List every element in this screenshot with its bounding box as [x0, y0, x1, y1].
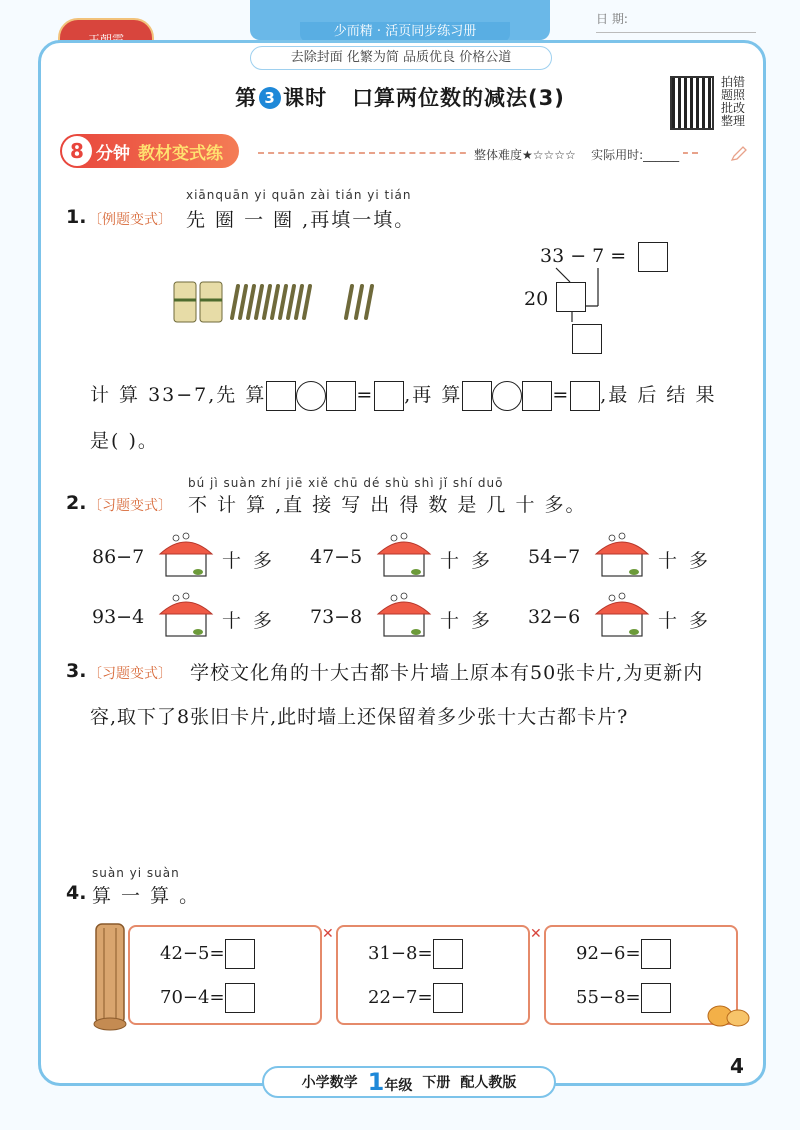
scroll-icon: [88, 920, 132, 1032]
minutes-value: 8: [62, 136, 92, 166]
q4-equation: 70−4=: [160, 983, 255, 1013]
q1-equation: 33 − 7 =: [540, 245, 627, 267]
q2-tens-label: 十 多: [440, 610, 494, 632]
page-number: 4: [730, 1054, 744, 1078]
q1-blank-5[interactable]: [522, 381, 552, 411]
q4-answer-box[interactable]: [225, 983, 255, 1013]
footer-banner: 小学数学 1年级 下册 配人教版: [262, 1066, 556, 1098]
footer-subject: 小学数学: [301, 1075, 358, 1091]
q4-card: [336, 925, 530, 1025]
q3-number: 3.: [66, 660, 87, 682]
q2-answer-house-icon[interactable]: [592, 592, 652, 638]
q2-instruction: 不 计 算 ,直 接 写 出 得 数 是 几 十 多。: [188, 494, 587, 516]
q4-equation: 42−5=: [160, 939, 255, 969]
section-name: 教材变式练: [138, 143, 223, 164]
q1-tens-part: 20: [524, 288, 549, 310]
lesson-number: 3: [259, 87, 281, 109]
difficulty-info: 整体难度★☆☆☆☆ 实际用时:______: [470, 146, 683, 163]
q2-answer-house-icon[interactable]: [374, 532, 434, 578]
q2-tens-label: 十 多: [440, 550, 494, 572]
q2-expression: 93−4: [92, 606, 145, 628]
q4-number: 4.: [66, 882, 87, 904]
q2-answer-house-icon[interactable]: [156, 592, 216, 638]
q1-number: 1.: [66, 206, 87, 228]
lesson-title: 第 3 课时 口算两位数的减法(3): [235, 86, 565, 110]
q2-expression: 47−5: [310, 546, 363, 568]
pencil-icon: [730, 146, 748, 162]
q2-answer-house-icon[interactable]: [156, 532, 216, 578]
q4-instruction: 算 一 算 。: [92, 885, 201, 907]
slogan: 去除封面 化繁为简 品质优良 价格公道: [250, 46, 552, 70]
q1-instruction: 先 圈 一 圈 ,再填一填。: [186, 209, 416, 231]
q1-variant-tag: 〔例题变式〕: [88, 212, 172, 228]
q1-answer-box[interactable]: [638, 242, 668, 272]
q4-equation: 22−7=: [368, 983, 463, 1013]
q4-pinyin: suàn yi suàn: [92, 866, 180, 880]
series-banner: 少而精 · 活页同步练习册: [300, 22, 510, 42]
q4-answer-box[interactable]: [433, 939, 463, 969]
q1-blank-4[interactable]: [462, 381, 492, 411]
q1-pinyin: xiānquān yi quān zài tián yi tián: [186, 188, 412, 202]
footer-volume: 下册: [422, 1075, 451, 1091]
q3-text-line2: 容,取下了8张旧卡片,此时墙上还保留着多少张十大古都卡片?: [90, 706, 629, 728]
date-field: 日 期:: [596, 10, 756, 33]
q4-answer-box[interactable]: [433, 983, 463, 1013]
q1-blank-3[interactable]: [374, 381, 404, 411]
q1-sub-box[interactable]: [572, 324, 602, 354]
q4-equation: 92−6=: [576, 939, 671, 969]
q4-card: [128, 925, 322, 1025]
q3-text-line1: 学校文化角的十大古都卡片墙上原本有50张卡片,为更新内: [190, 662, 704, 684]
sticks-illustration[interactable]: [160, 270, 390, 330]
q1-op-1[interactable]: [296, 381, 326, 411]
qr-caption: 拍错题照批改整理: [720, 75, 745, 128]
q1-calc-line: 计 算 33−7,先 算 = ,再 算 = ,最 后 结 果: [90, 380, 716, 411]
q2-pinyin: bú jì suàn zhí jiē xiě chū dé shù shì jǐ shí duō: [188, 476, 504, 490]
q2-tens-label: 十 多: [658, 610, 712, 632]
section-badge: [60, 134, 239, 168]
q2-answer-house-icon[interactable]: [592, 532, 652, 578]
q3-variant-tag: 〔习题变式〕: [88, 666, 172, 682]
q1-result-line[interactable]: 是( )。: [90, 430, 159, 452]
q2-tens-label: 十 多: [222, 550, 276, 572]
q2-expression: 73−8: [310, 606, 363, 628]
q4-equation: 55−8=: [576, 983, 671, 1013]
qr-code-icon[interactable]: [670, 76, 714, 130]
pouch-icon: [706, 996, 752, 1028]
q2-tens-label: 十 多: [222, 610, 276, 632]
q1-blank-1[interactable]: [266, 381, 296, 411]
q4-equation: 31−8=: [368, 939, 463, 969]
ribbon-bow-icon: ✕: [530, 926, 542, 942]
q2-answer-house-icon[interactable]: [374, 592, 434, 638]
q1-op-2[interactable]: [492, 381, 522, 411]
q1-blank-6[interactable]: [570, 381, 600, 411]
q1-ones-box[interactable]: [556, 282, 586, 312]
q4-answer-box[interactable]: [641, 983, 671, 1013]
q2-expression: 32−6: [528, 606, 581, 628]
q4-answer-box[interactable]: [225, 939, 255, 969]
footer-grade-num: 1: [367, 1068, 385, 1096]
footer-edition: 配人教版: [460, 1075, 517, 1091]
q1-blank-2[interactable]: [326, 381, 356, 411]
minutes-unit: 分钟: [96, 143, 130, 164]
q2-expression: 86−7: [92, 546, 145, 568]
q2-variant-tag: 〔习题变式〕: [88, 498, 172, 514]
ribbon-bow-icon: ✕: [322, 926, 334, 942]
q2-tens-label: 十 多: [658, 550, 712, 572]
q2-number: 2.: [66, 492, 87, 514]
q2-expression: 54−7: [528, 546, 581, 568]
q4-cards: [128, 925, 750, 1021]
q4-answer-box[interactable]: [641, 939, 671, 969]
